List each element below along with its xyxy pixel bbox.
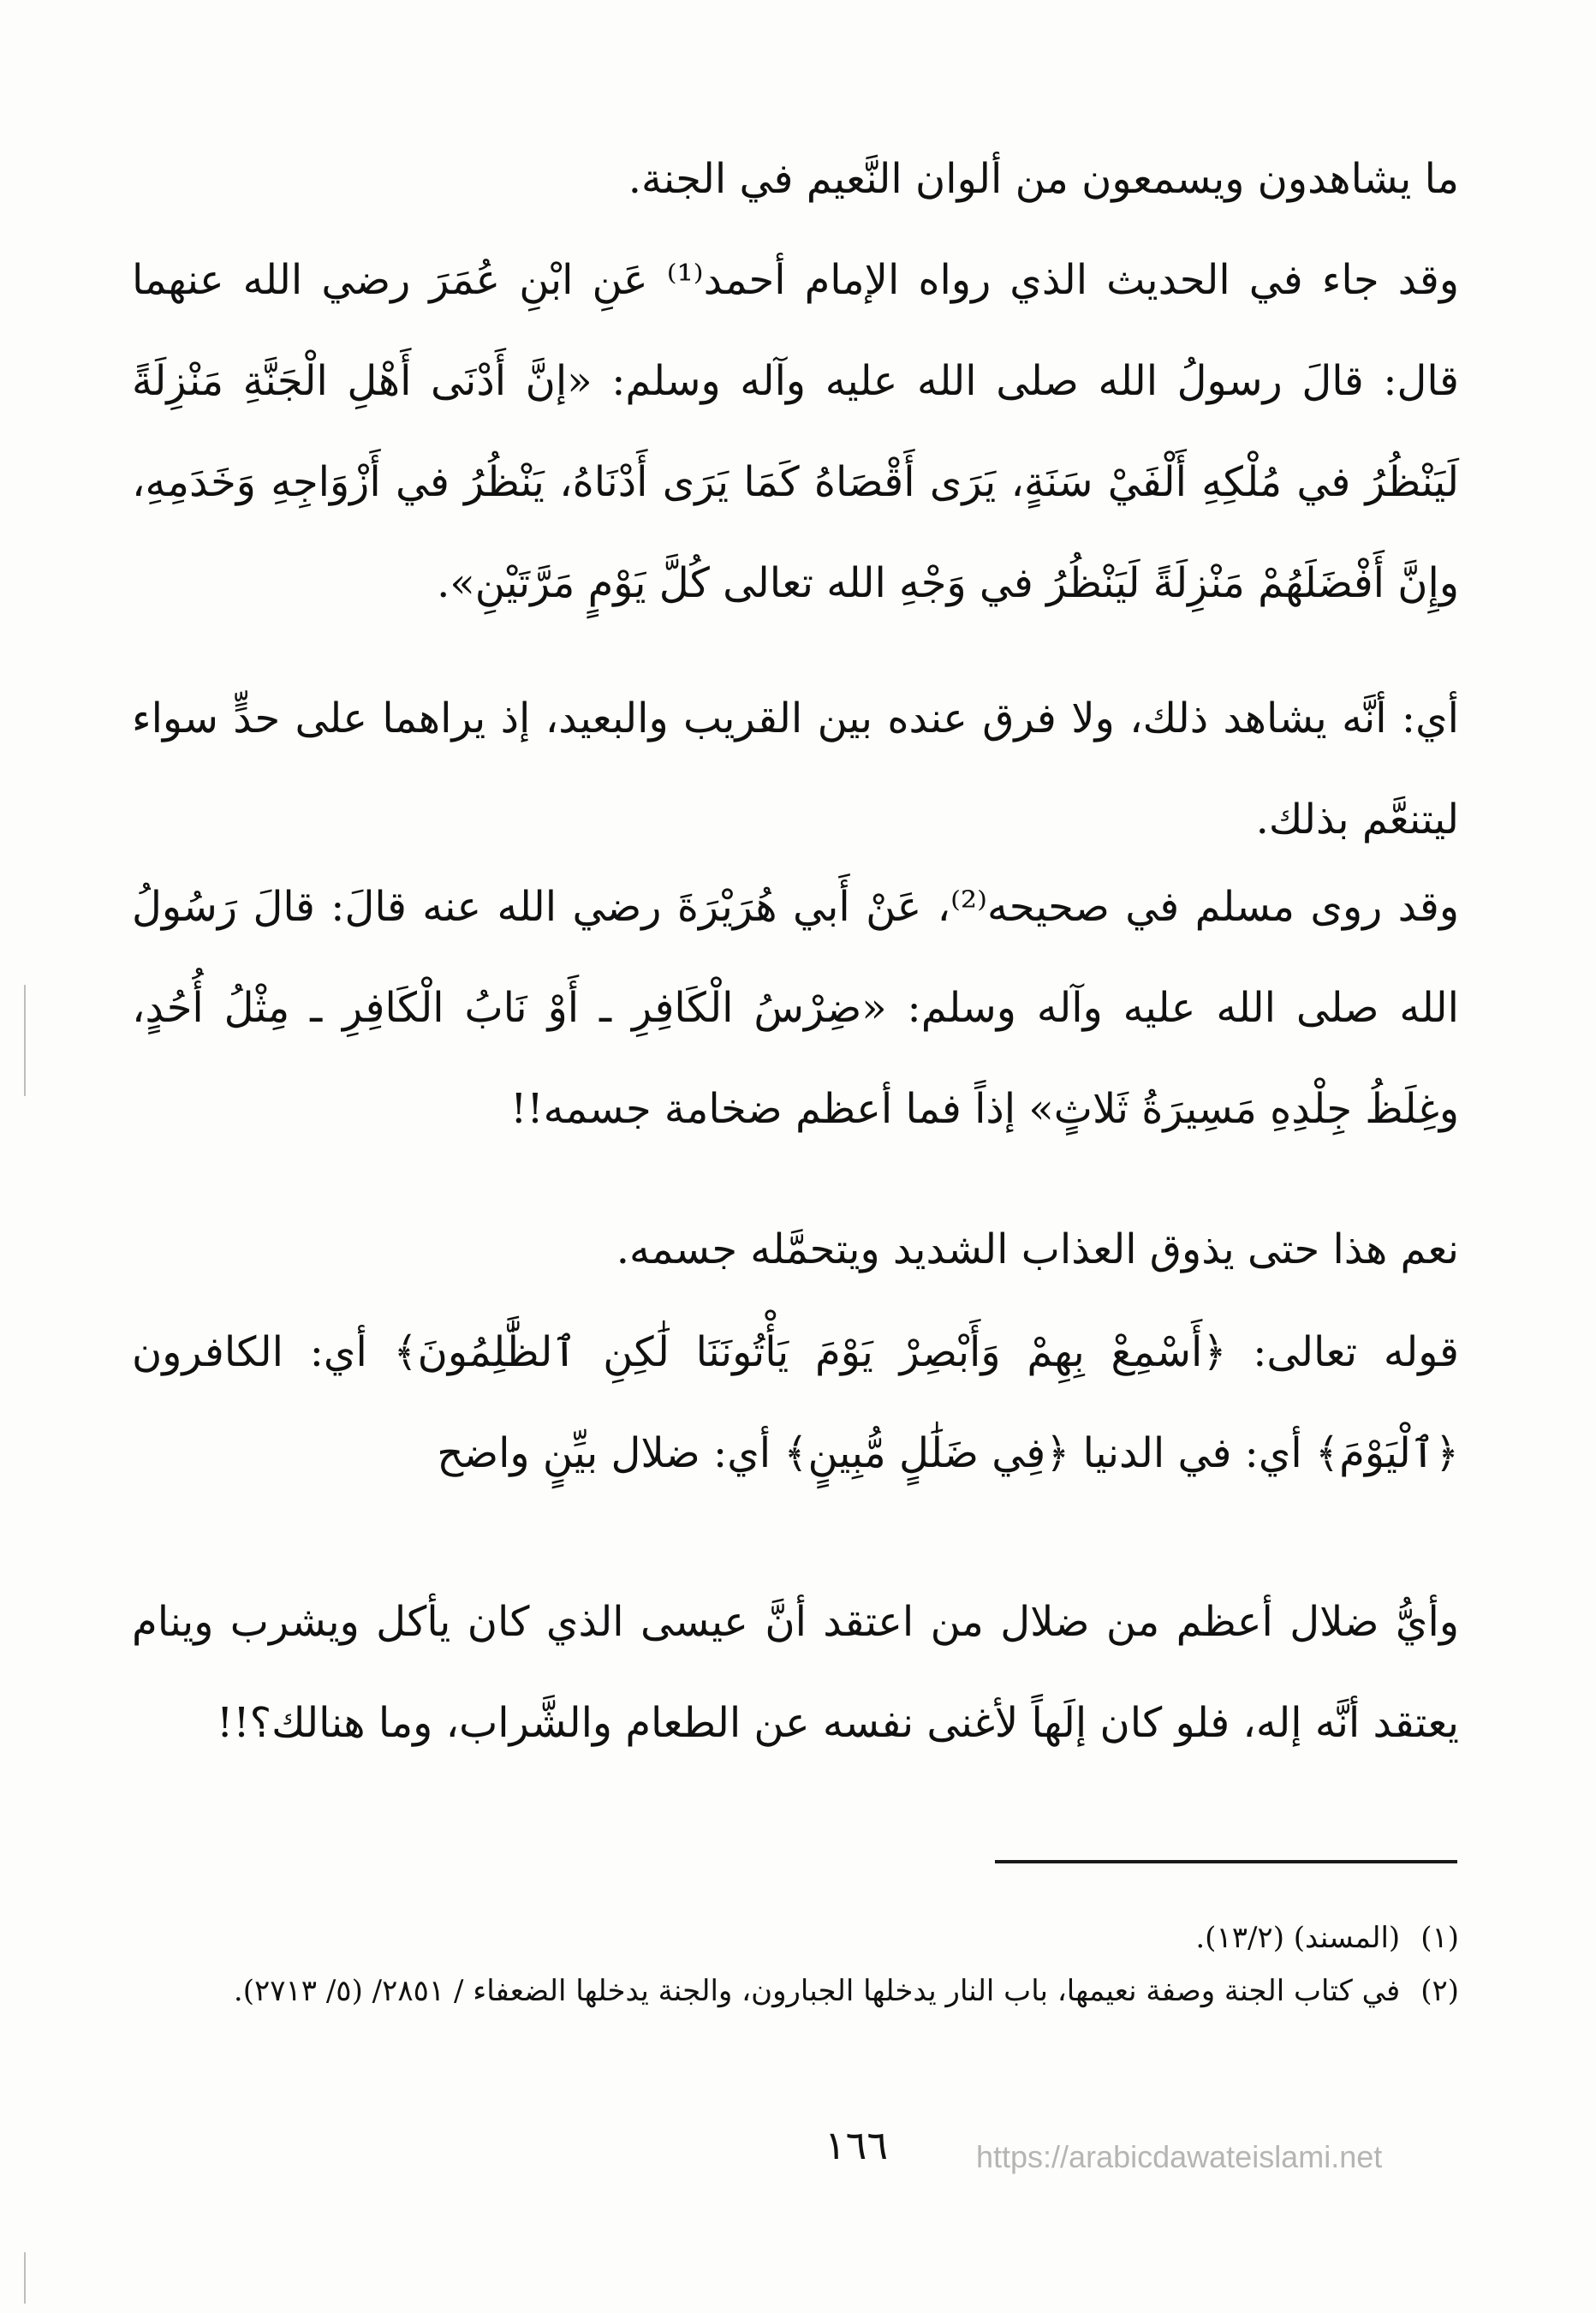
paragraph: أي: أنَّه يشاهد ذلك، ولا فرق عنده بين القريب والبعيد، إذ يراهما على حدٍّ سواء ليتنعَّم بذلك. — [132, 694, 1459, 844]
scan-edge-mark — [24, 2252, 26, 2304]
paragraph: وقد جاء في الحديث الذي رواه الإمام أحمد⁽¹⁾ عَنِ ابْنِ عُمَرَ رضي الله عنهما قال: قالَ رسولُ الله صلى الله عليه وآله وسلم: «إنَّ أَدْنَى أَهْلِ الْجَنَّةِ مَنْزِلَةً لَيَنْظُرُ في مُلْكِهِ أَلْفَيْ سَنَةٍ، يَرَى أَقْصَاهُ كَمَا يَرَى أَدْنَاهُ، يَنْظُرُ في أَزْوَاجِهِ وَخَدَمِهِ، وإِنَّ أَفْضَلَهُمْ مَنْزِلَةً لَيَنْظُرُ في وَجْهِ الله تعالى كُلَّ يَوْمٍ مَرَّتَيْنِ». — [132, 256, 1460, 607]
paragraph: وأيُّ ضلال أعظم من ضلال من اعتقد أنَّ عيسى الذي كان يأكل ويشرب وينام يعتقد أنَّه إله، فلو كان إلَهاً لأغنى نفسه عن الطعام والشَّراب، وما هنالك؟!! — [132, 1598, 1459, 1747]
body-text — [132, 856, 1459, 1159]
paragraph: ما يشاهدون ويسمعون من ألوان النَّعيم في الجنة. — [628, 155, 1459, 203]
body-text — [132, 1571, 1459, 1773]
footnote — [123, 1964, 1459, 2018]
footnote-text: في كتاب الجنة وصفة نعيمها، باب النار يدخلها الجبارون، والجنة يدخلها الضعفاء / ٢٨٥١/ (٥/ ٢٧١٣). — [233, 1974, 1401, 2008]
body-text — [132, 1199, 1459, 1300]
footnote-number: (١) — [1420, 1921, 1459, 1955]
paragraph: قوله تعالى: ﴿أَسْمِعْ بِهِمْ وَأَبْصِرْ يَوْمَ يَأْتُونَنَا لَٰكِنِ ٱلظَّٰلِمُونَ﴾ أي: الكافرون ﴿ٱلْيَوْمَ﴾ أي: في الدنيا ﴿فِي ضَلَٰلٍ مُّبِينٍ﴾ أي: ضلال بيِّنٍ واضح — [132, 1328, 1460, 1477]
footnote-separator — [995, 1860, 1457, 1863]
page-number: ١٦٦ — [824, 2122, 889, 2168]
body-text — [132, 128, 1459, 230]
body-text — [132, 1302, 1459, 1504]
footnote — [123, 1911, 1459, 1964]
footnotes — [123, 1911, 1459, 2018]
paragraph: نعم هذا حتى يذوق العذاب الشديد ويتحمَّله جسمه. — [616, 1225, 1459, 1273]
watermark-url: https://arabicdawateislami.net — [976, 2139, 1383, 2174]
body-text — [132, 230, 1459, 634]
paragraph: وقد روى مسلم في صحيحه⁽²⁾، عَنْ أَبي هُرَيْرَةَ رضي الله عنه قالَ: قالَ رَسُولُ الله صلى الله عليه وآله وسلم: «ضِرْسُ الْكَافِرِ ـ أَوْ نَابُ الْكَافِرِ ـ مِثْلُ أُحُدٍ، وغِلَظُ جِلْدِهِ مَسِيرَةُ ثَلاثٍ» إذاً فما أعظم ضخامة جسمه!! — [132, 883, 1460, 1133]
scan-edge-mark — [24, 985, 26, 1096]
footnote-number: (٢) — [1420, 1974, 1459, 2008]
footnote-text: (المسند) (١٣/٢). — [1195, 1921, 1401, 1955]
body-text — [132, 668, 1459, 870]
